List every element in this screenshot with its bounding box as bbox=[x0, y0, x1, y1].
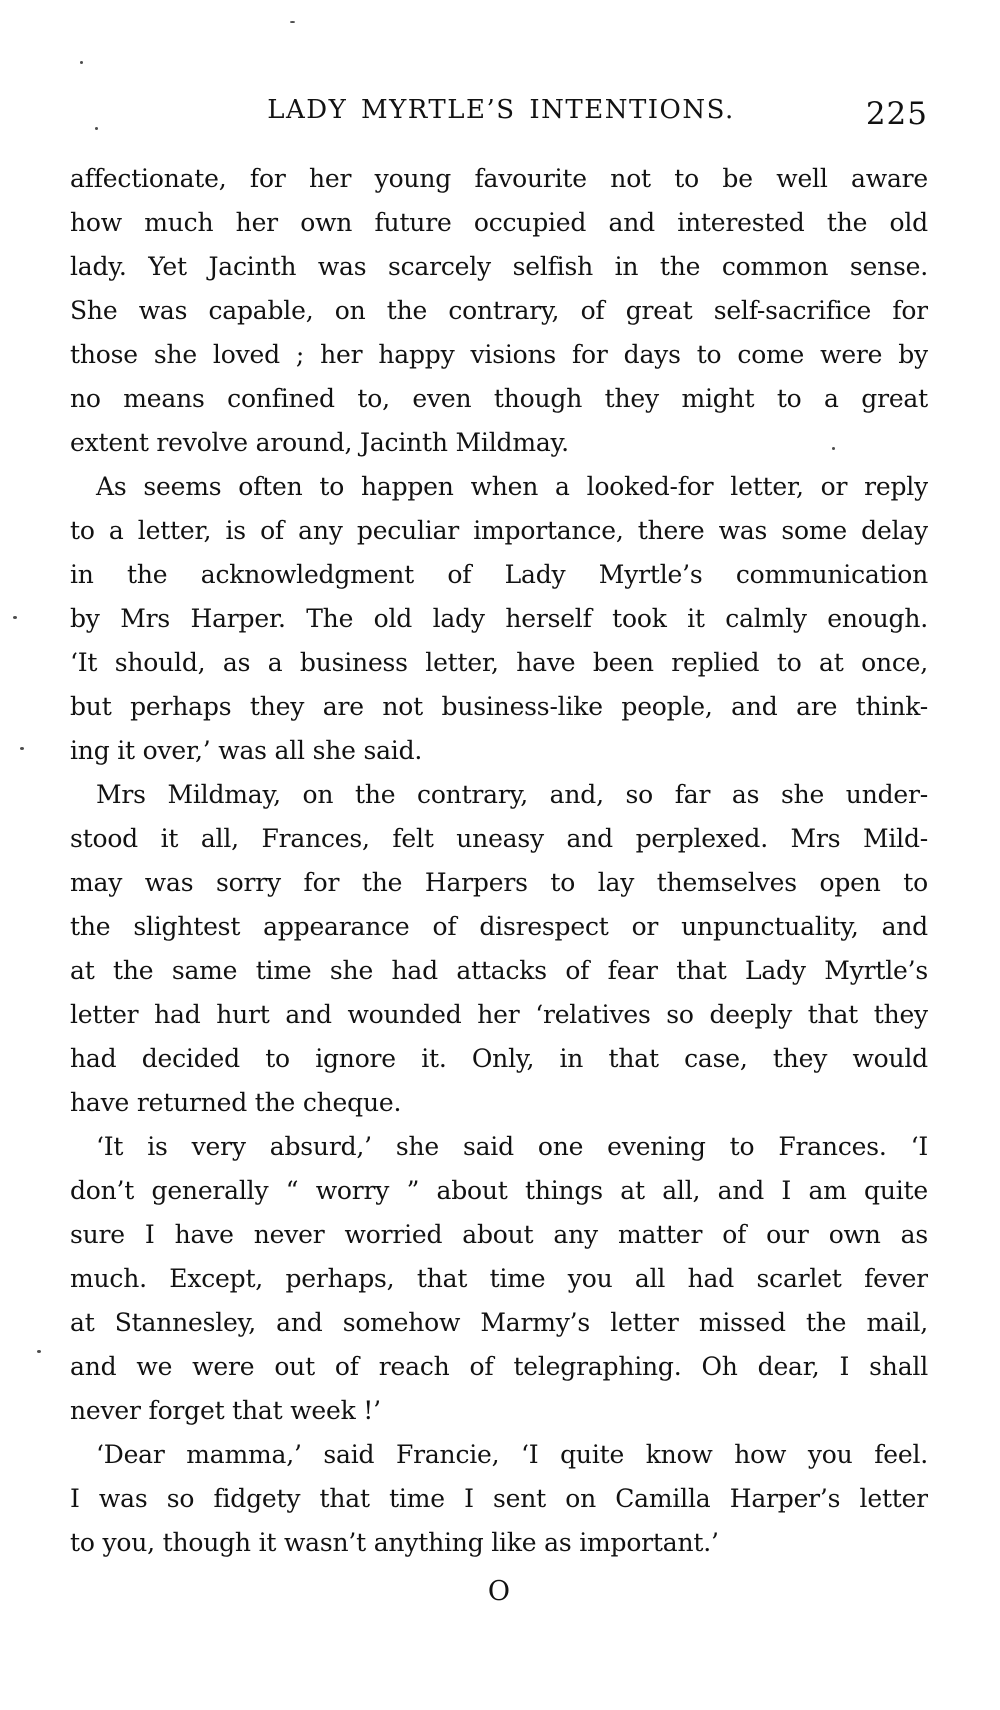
text-line: never forget that week !’ bbox=[70, 1396, 381, 1425]
scan-speck bbox=[80, 61, 83, 64]
scan-speck bbox=[13, 616, 17, 619]
page-body bbox=[70, 157, 928, 1565]
text-line: lady. Yet Jacinth was scarcely selfish in the common sense. bbox=[70, 252, 928, 281]
text-line: affectionate, for her young favourite not to be well aware bbox=[70, 164, 928, 193]
text-line: I was so fidgety that time I sent on Camilla Harper’s letter bbox=[70, 1484, 928, 1513]
text-line: by Mrs Harper. The old lady herself took it calmly enough. bbox=[70, 604, 928, 633]
text-line: extent revolve around, Jacinth Mildmay. bbox=[70, 428, 569, 457]
text-line: how much her own future occupied and interested the old bbox=[70, 208, 928, 237]
text-line: no means confined to, even though they might to a great bbox=[70, 384, 928, 413]
text-line: those she loved ; her happy visions for days to come were by bbox=[70, 340, 928, 369]
text-line: ‘Dear mamma,’ said Francie, ‘I quite know how you feel. bbox=[96, 1440, 928, 1469]
scan-speck bbox=[832, 447, 835, 450]
text-line: at Stannesley, and somehow Marmy’s letter missed the mail, bbox=[70, 1308, 928, 1337]
signature-mark: O bbox=[487, 1576, 511, 1607]
text-line: to a letter, is of any peculiar importance, there was some delay bbox=[70, 516, 928, 545]
text-line: had decided to ignore it. Only, in that case, they would bbox=[70, 1044, 928, 1073]
text-line: to you, though it wasn’t anything like as important.’ bbox=[70, 1528, 719, 1557]
text-line: the slightest appearance of disrespect or unpunctuality, and bbox=[70, 912, 928, 941]
text-line: ‘It should, as a business letter, have been replied to at once, bbox=[70, 648, 928, 677]
text-line: ing it over,’ was all she said. bbox=[70, 736, 423, 765]
text-line: at the same time she had attacks of fear that Lady Myrtle’s bbox=[70, 956, 928, 985]
text-line: much. Except, perhaps, that time you all had scarlet fever bbox=[70, 1264, 928, 1293]
paragraph bbox=[70, 157, 928, 465]
paragraph bbox=[70, 465, 928, 773]
scan-speck bbox=[37, 1350, 41, 1353]
paragraph bbox=[70, 1125, 928, 1433]
text-line: may was sorry for the Harpers to lay themselves open to bbox=[70, 868, 928, 897]
text-line: Mrs Mildmay, on the contrary, and, so far as she under- bbox=[96, 780, 928, 809]
text-line: As seems often to happen when a looked-for letter, or reply bbox=[96, 472, 928, 501]
text-line: sure I have never worried about any matter of our own as bbox=[70, 1220, 928, 1249]
text-line: stood it all, Frances, felt uneasy and perplexed. Mrs Mild- bbox=[70, 824, 928, 853]
scan-speck bbox=[290, 21, 295, 23]
page-number: 225 bbox=[865, 96, 928, 132]
text-line: don’t generally “ worry ” about things at all, and I am quite bbox=[70, 1176, 928, 1205]
text-line: ‘It is very absurd,’ she said one evening to Frances. ‘I bbox=[96, 1132, 928, 1161]
text-line: and we were out of reach of telegraphing. Oh dear, I shall bbox=[70, 1352, 928, 1381]
paragraph bbox=[70, 773, 928, 1125]
text-line: letter had hurt and wounded her ‘relatives so deeply that they bbox=[70, 1000, 928, 1029]
scan-speck bbox=[95, 127, 98, 130]
text-line: in the acknowledgment of Lady Myrtle’s communication bbox=[70, 560, 928, 589]
page-title: LADY MYRTLE’S INTENTIONS. bbox=[267, 95, 735, 125]
text-line: but perhaps they are not business-like people, and are think- bbox=[70, 692, 928, 721]
text-line: She was capable, on the contrary, of great self-sacrifice for bbox=[70, 296, 928, 325]
scan-speck bbox=[20, 747, 24, 750]
text-line: have returned the cheque. bbox=[70, 1088, 402, 1117]
paragraph bbox=[70, 1433, 928, 1565]
